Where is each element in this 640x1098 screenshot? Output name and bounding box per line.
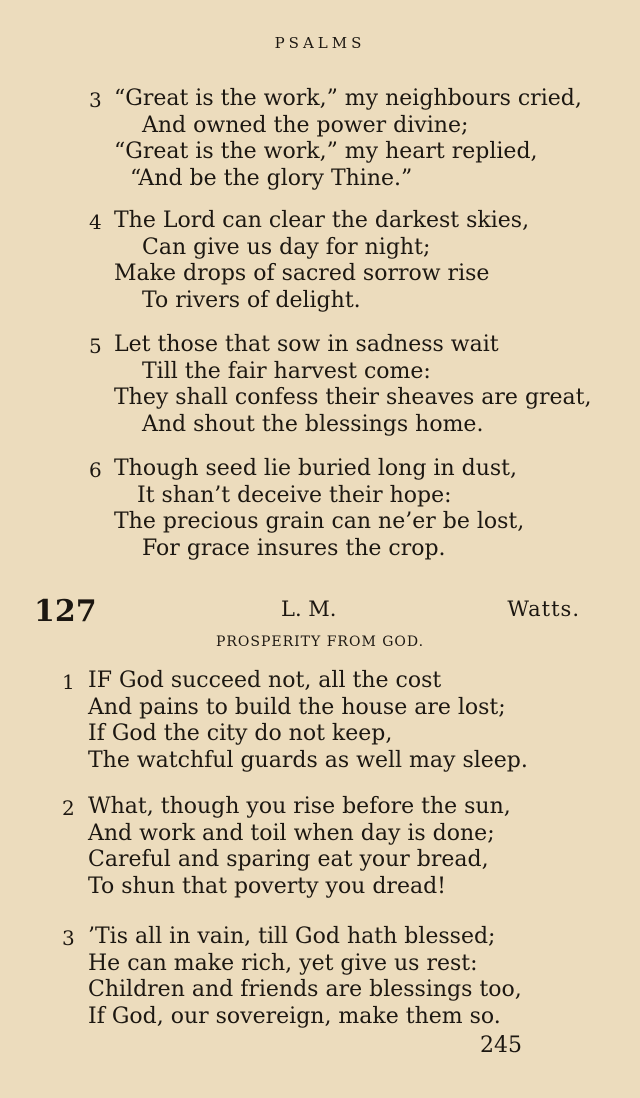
stanza-line: “Great is the work,” my heart replied, (114, 139, 538, 164)
stanza-line: They shall confess their sheaves are great, (114, 385, 592, 410)
stanza-line: To shun that poverty you dread! (88, 874, 447, 899)
stanza-line: He can make rich, yet give us rest: (88, 951, 478, 976)
stanza-number: 3 (89, 88, 102, 112)
stanza-number: 6 (89, 458, 102, 482)
stanza-line: If God the city do not keep, (88, 721, 393, 746)
stanza-line: And pains to build the house are lost; (88, 695, 506, 720)
stanza-number: 4 (89, 210, 102, 234)
hymn-title: PROSPERITY FROM GOD. (215, 634, 425, 650)
stanza-number: 5 (89, 334, 102, 358)
stanza-line: The watchful guards as well may sleep. (88, 748, 528, 773)
stanza-line: What, though you rise before the sun, (88, 794, 511, 819)
stanza-number: 3 (62, 926, 75, 950)
running-head: PSALMS (274, 34, 366, 52)
stanza-line: Make drops of sacred sorrow rise (114, 261, 490, 286)
stanza-number: 1 (62, 670, 75, 694)
stanza-line: “Great is the work,” my neighbours cried, (114, 86, 582, 111)
stanza-line: It shan’t deceive their hope: (137, 483, 452, 508)
stanza-line: Children and friends are blessings too, (88, 977, 522, 1002)
stanza-line: And owned the power divine; (142, 113, 469, 138)
stanza-line: To rivers of delight. (142, 288, 361, 313)
hymn-author: Watts. (507, 597, 580, 621)
stanza-line: And work and toil when day is done; (88, 821, 495, 846)
page-number: 245 (480, 1033, 522, 1058)
stanza-line: If God, our sovereign, make them so. (88, 1004, 501, 1029)
stanza-number: 2 (62, 796, 75, 820)
stanza-line: Can give us day for night; (142, 235, 431, 260)
stanza-line: Careful and sparing eat your bread, (88, 847, 489, 872)
hymn-number: 127 (34, 594, 97, 629)
stanza-line: Till the fair harvest come: (142, 359, 431, 384)
stanza-line: The Lord can clear the darkest skies, (114, 208, 530, 233)
stanza-line: The precious grain can ne’er be lost, (114, 509, 525, 534)
stanza-line: IF God succeed not, all the cost (88, 668, 442, 693)
stanza-line: ’Tis all in vain, till God hath blessed; (88, 924, 496, 949)
stanza-line: Let those that sow in sadness wait (114, 332, 499, 357)
stanza-line: And shout the blessings home. (142, 412, 484, 437)
stanza-line: Though seed lie buried long in dust, (114, 456, 517, 481)
stanza-line: “And be the glory Thine.” (130, 166, 413, 191)
stanza-line: For grace insures the crop. (142, 536, 446, 561)
hymn-meter: L. M. (281, 597, 337, 621)
hymn-header (0, 594, 640, 628)
